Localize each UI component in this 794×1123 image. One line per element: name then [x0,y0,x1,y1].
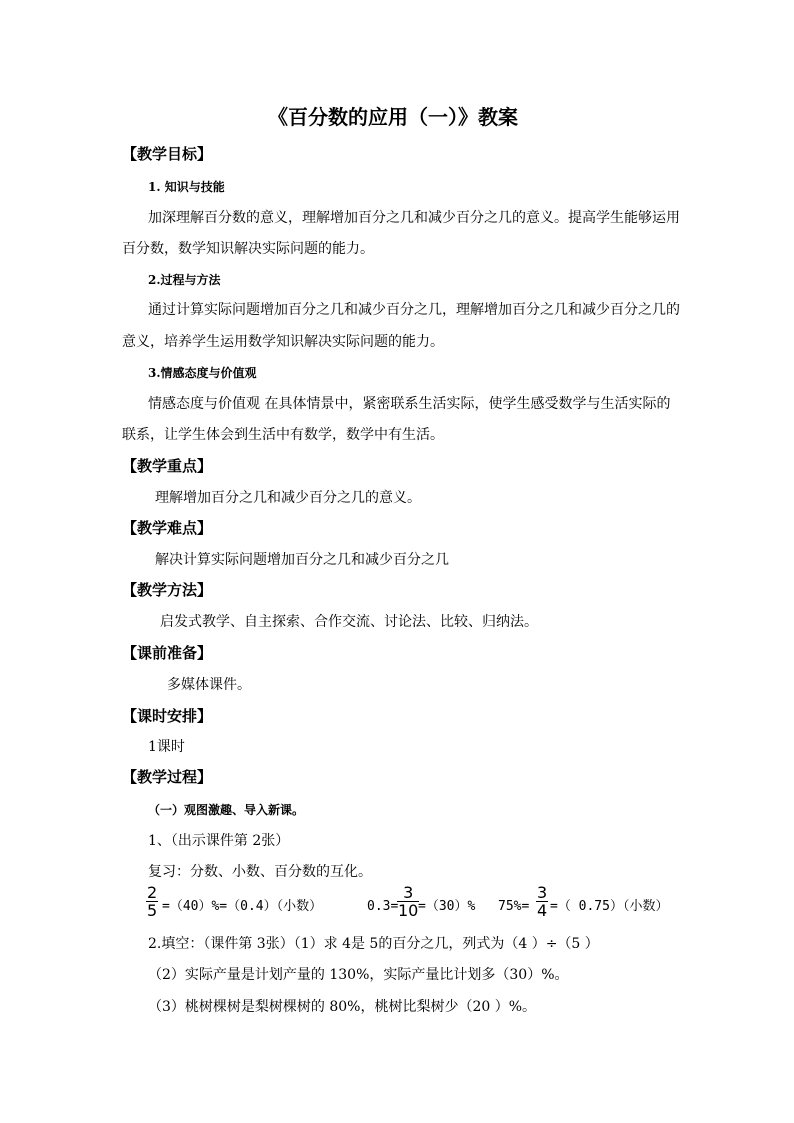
difficulty-text: 解决计算实际问题增加百分之几和减少百分之几 [155,552,449,568]
denominator: 4 [537,901,548,920]
subheading-knowledge-skills: 1. 知识与技能 [148,180,225,194]
numerator: 3 [537,883,548,902]
fill-blank-item-2: （2）实际产量是计划产量的 130%，实际产量比计划多（30）%。 [148,967,569,983]
equation-three-prefix: 75%= [498,899,530,914]
heading-teaching-focus: 【教学重点】 [122,457,213,475]
numerator: 3 [403,883,414,902]
class-hours-text: 1课时 [148,739,185,755]
heading-teaching-difficulty: 【教学难点】 [122,519,213,537]
paragraph-line: 情感态度与价值观 在具体情景中，紧密联系生活实际，使学生感受数学与生活实际的 [148,396,671,412]
numerator: 2 [147,883,158,902]
fraction-2-5 [146,884,158,919]
subheading-process-method: 2.过程与方法 [148,273,221,287]
paragraph-line: 通过计算实际问题增加百分之几和减少百分之几，理解增加百分之几和减少百分之几的 [148,302,680,318]
subheading-attitude-values: 3.情感态度与价值观 [148,366,257,380]
heading-teaching-process: 【教学过程】 [122,768,213,786]
page-title: 《百分数的应用（一）》教案 [268,105,518,129]
heading-class-hours: 【课时安排】 [122,707,213,725]
heading-teaching-method: 【教学方法】 [122,581,213,599]
fill-blank-question: 2.填空：（课件第 3张）（1）求 4是 5的百分之几，列式为（4 ）÷（5 ） [148,936,599,952]
review-text: 复习：分数、小数、百分数的互化。 [148,864,372,880]
fraction-3-10 [397,884,419,919]
fraction-3-4 [536,884,548,919]
equation-one-text: =（40）%=（0.4）（小数） [162,899,323,914]
equation-two-text: =（30）% [418,899,476,914]
heading-preparation: 【课前准备】 [122,644,213,662]
heading-teaching-goals: 【教学目标】 [122,145,213,163]
equation-two-prefix: 0.3= [367,899,399,914]
process-part-one: （一）观图激趣、导入新课。 [148,803,305,817]
paragraph-line: 意义，培养学生运用数学知识解决实际问题的能力。 [122,334,444,350]
paragraph-line: 联系，让学生体会到生活中有数学，数学中有生活。 [122,427,444,443]
method-text: 启发式教学、自主探索、合作交流、讨论法、比较、归纳法。 [160,614,538,630]
paragraph-line: 百分数，数学知识解决实际问题的能力。 [122,241,374,257]
process-step-one: 1、（出示课件第 2张） [148,833,290,849]
preparation-text: 多媒体课件。 [167,677,251,693]
fill-blank-item-3: （3）桃树棵树是梨树棵树的 80%，桃树比梨树少（20 ）%。 [148,999,537,1015]
denominator: 10 [398,901,419,920]
paragraph-line: 加深理解百分数的意义，理解增加百分之几和减少百分之几的意义。提高学生能够运用 [148,210,680,226]
equation-three-text: =（ 0.75）（小数） [550,899,669,914]
focus-text: 理解增加百分之几和减少百分之几的意义。 [155,490,421,506]
denominator: 5 [147,901,158,920]
